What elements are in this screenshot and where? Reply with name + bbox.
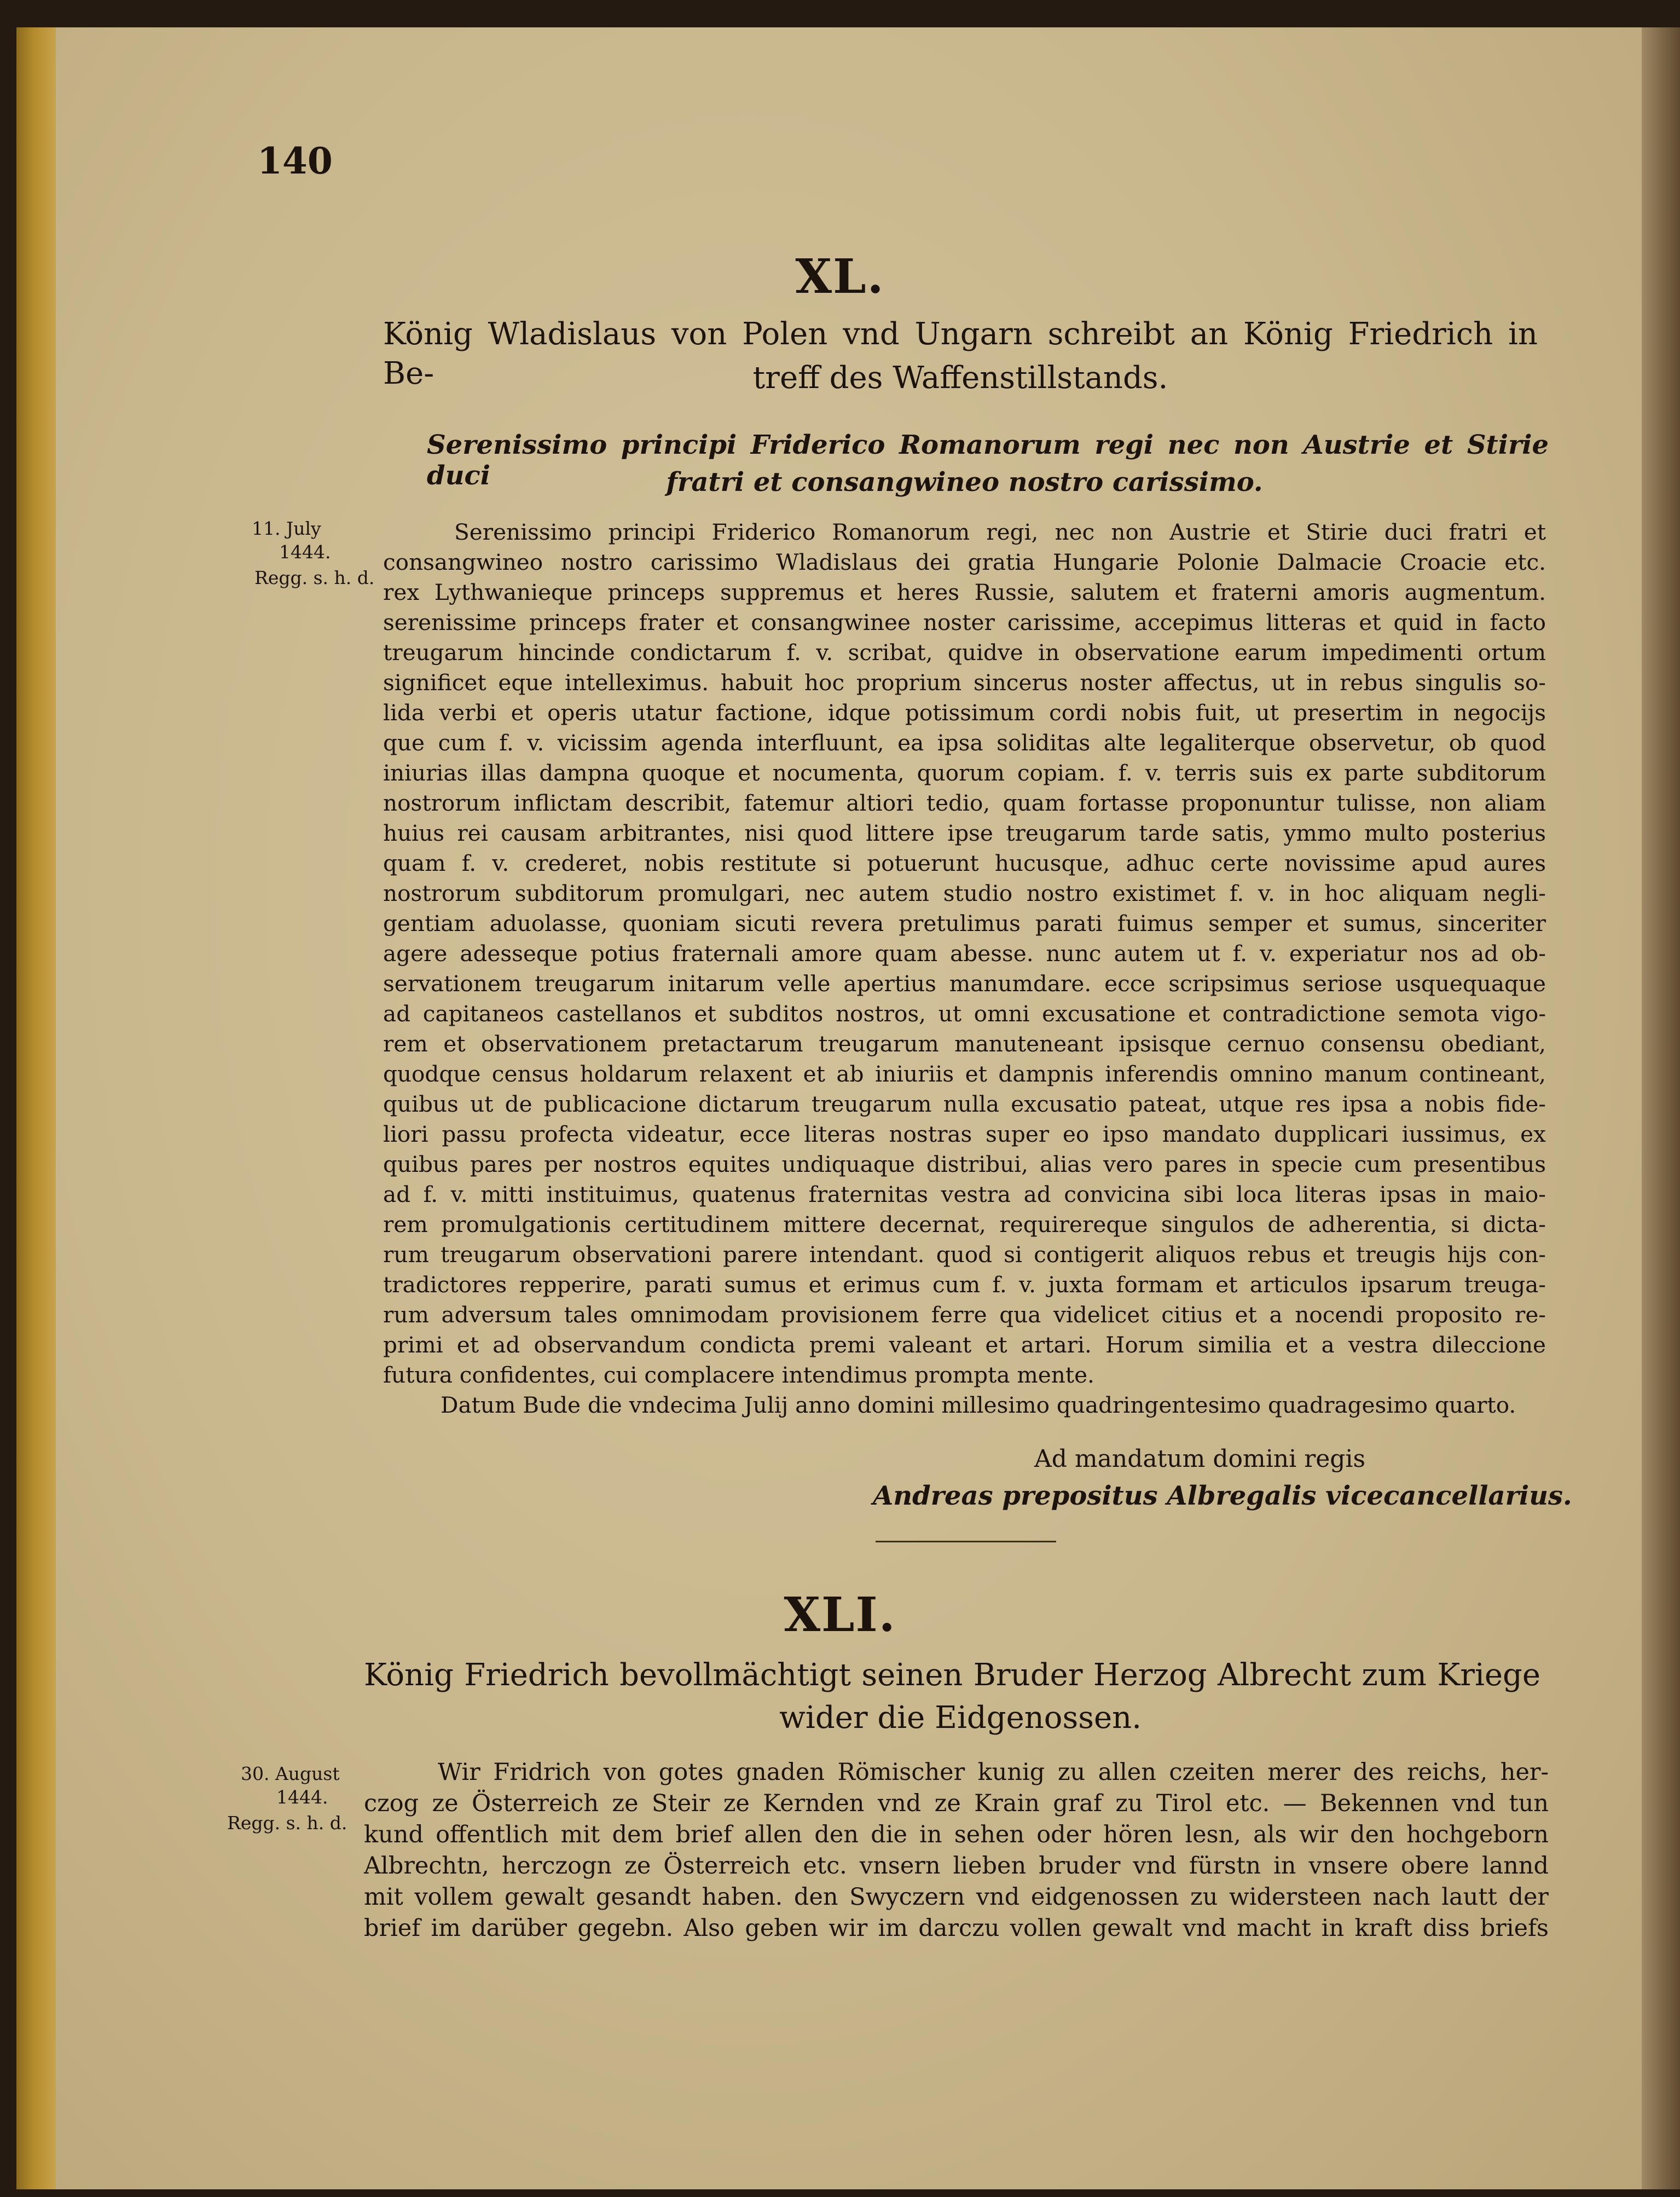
letter-body-line: servationem treugarum initarum velle apertius manumdare. ecce scripsimus seriose usquequaque: [383, 970, 1546, 997]
letter-body-line: quibus pares per nostros equites undiquaque distribui, alias vero pares in specie cum presentibus: [383, 1151, 1546, 1177]
letter-body-line: rem et observationem pretactarum treugarum manuteneant ipsisque cernuo consensu obediant,: [383, 1031, 1546, 1057]
letter-body-line: iniurias illas dampna quoque et nocumenta, quorum copiam. f. v. terris suis ex parte subditorum: [383, 760, 1546, 786]
letter-body-line: futura confidentes, cui complacere intendimus prompta mente.: [383, 1362, 1094, 1388]
charter-body-line: kund offentlich mit dem brief allen den die in sehen oder hören lesn, als wir den hochgeborn: [364, 1821, 1549, 1848]
letter-body-line: Serenissimo principi Friderico Romanorum regi, nec non Austrie et Stirie duci fratri et: [454, 519, 1546, 545]
letter-body-line: quam f. v. crederet, nobis restitute si potuerunt hucusque, adhuc certe novissime apud aures: [383, 850, 1546, 876]
margin-date-year: 1444.: [276, 1786, 328, 1808]
section-heading-xli-line: König Friedrich bevollmächtigt seinen Bruder Herzog Albrecht zum Kriege: [364, 1657, 1540, 1693]
letter-body-line: ad capitaneos castellanos et subditos nostros, ut omni excusatione et contradictione semota vigo-: [383, 1001, 1546, 1027]
letter-body-line: rum adversum tales omnimodam provisionem ferre qua videlicet citius et a nocendi proposito re-: [383, 1302, 1546, 1328]
letter-body-line: nostrorum inflictam describit, fatemur altiori tedio, quam fortasse proponuntur tulisse, non aliam: [383, 790, 1546, 816]
letter-body-line: rex Lythwanieque princeps suppremus et heres Russie, salutem et fraterni amoris augmentum.: [383, 579, 1546, 605]
section-heading-xli-line: wider die Eidgenossen.: [779, 1700, 1142, 1736]
letter-body-line: treugarum hincinde condictarum f. v. scribat, quidve in observatione earum impedimenti ortum: [383, 639, 1546, 666]
section-number-xl: XL.: [795, 249, 885, 304]
letter-body-line: quibus ut de publicacione dictarum treugarum nulla excusatio pateat, utque res ipsa a nobis fide-: [383, 1091, 1546, 1117]
margin-date-year: 1444.: [279, 541, 331, 563]
address-line: fratri et consangwineo nostro carissimo.: [666, 467, 1263, 498]
charter-body-line: czog ze Österreich ze Steir ze Kernden vnd ze Krain graf zu Tirol etc. — Bekennen vnd tun: [364, 1790, 1549, 1817]
letter-body-line: rem promulgationis certitudinem mittere decernat, requirereque singulos de adherentia, si dicta-: [383, 1211, 1546, 1238]
margin-date-day: 30. August: [241, 1763, 340, 1784]
letter-body-line: serenissime princeps frater et consangwinee noster carissime, accepimus litteras et quid in facto: [383, 609, 1546, 635]
letter-body-line: tradictores repperire, parati sumus et erimus cum f. v. juxta formam et articulos ipsarum treuga-: [383, 1271, 1546, 1298]
margin-reference: Regg. s. h. d.: [254, 567, 375, 588]
letter-body-line: consangwineo nostro carissimo Wladislaus dei gratia Hungarie Polonie Dalmacie Croacie etc.: [383, 549, 1546, 575]
charter-body-line: Albrechtn, herczogn ze Österreich etc. vnsern lieben bruder vnd fürstn in vnsere obere lannd: [364, 1852, 1549, 1880]
signatory-line: Andreas prepositus Albregalis vicecancellarius.: [873, 1481, 1572, 1511]
margin-date-day: 11. July: [252, 518, 321, 539]
section-divider: [876, 1541, 1056, 1542]
section-number-xli: XLI.: [784, 1587, 896, 1643]
letter-dating: Datum Bude die vndecima Julij anno domini millesimo quadringentesimo quadragesimo quarto.: [441, 1392, 1516, 1418]
letter-body-line: que cum f. v. vicissim agenda interfluunt, ea ipsa soliditas alte legaliterque observetur, ob quod: [383, 730, 1546, 756]
letter-body-line: quodque census holdarum relaxent et ab iniuriis et dampnis inferendis omnino manum contineant,: [383, 1061, 1546, 1087]
letter-body-line: agere adesseque potius fraternali amore quam abesse. nunc autem ut f. v. experiatur nos ad ob-: [383, 940, 1546, 967]
letter-body-line: ad f. v. mitti instituimus, quatenus fraternitas vestra ad convicina sibi loca literas ipsas in maio-: [383, 1181, 1546, 1207]
charter-body-line: Wir Fridrich von gotes gnaden Römischer kunig zu allen czeiten merer des reichs, her-: [438, 1759, 1549, 1786]
mandate-line: Ad mandatum domini regis: [1034, 1445, 1366, 1473]
section-heading-xl-line: König Wladislaus von Polen vnd Ungarn schreibt an König Friedrich in Be-: [383, 316, 1538, 391]
letter-body-line: primi et ad observandum condicta premi valeant et artari. Horum similia et a vestra dileccione: [383, 1332, 1546, 1358]
section-heading-xl-line: treff des Waffenstillstands.: [752, 360, 1168, 396]
page-edge: [16, 27, 56, 2189]
letter-body-line: nostrorum subditorum promulgari, nec autem studio nostro existimet f. v. in hoc aliquam negli-: [383, 880, 1546, 906]
book-gutter: [1642, 27, 1680, 2189]
page-number: 140: [257, 140, 333, 182]
letter-body-line: lida verbi et operis utatur factione, idque potissimum cordi nobis fuit, ut presertim in negocijs: [383, 699, 1546, 726]
margin-reference: Regg. s. h. d.: [227, 1812, 347, 1834]
letter-body-line: significet eque intelleximus. habuit hoc proprium sincerus noster affectus, ut in rebus singulis so-: [383, 669, 1546, 696]
letter-body-line: huius rei causam arbitrantes, nisi quod littere ipse treugarum tarde satis, ymmo multo posterius: [383, 820, 1546, 846]
letter-body-line: rum treugarum observationi parere intendant. quod si contigerit aliquos rebus et treugis hijs con-: [383, 1241, 1546, 1268]
letter-body-line: liori passu profecta videatur, ecce literas nostras super eo ipso mandato dupplicari iussimus, ex: [383, 1121, 1546, 1147]
letter-body-line: gentiam aduolasse, quoniam sicuti revera pretulimus parati fuimus semper et sumus, sinceriter: [383, 910, 1546, 936]
charter-body-line: brief im darüber gegebn. Also geben wir im darczu vollen gewalt vnd macht in kraft diss briefs: [364, 1915, 1549, 1942]
charter-body-line: mit vollem gewalt gesandt haben. den Swyczern vnd eidgenossen zu widersteen nach lautt der: [364, 1883, 1549, 1911]
address-line: Serenissimo principi Friderico Romanorum regi nec non Austrie et Stirie duci: [427, 430, 1549, 491]
